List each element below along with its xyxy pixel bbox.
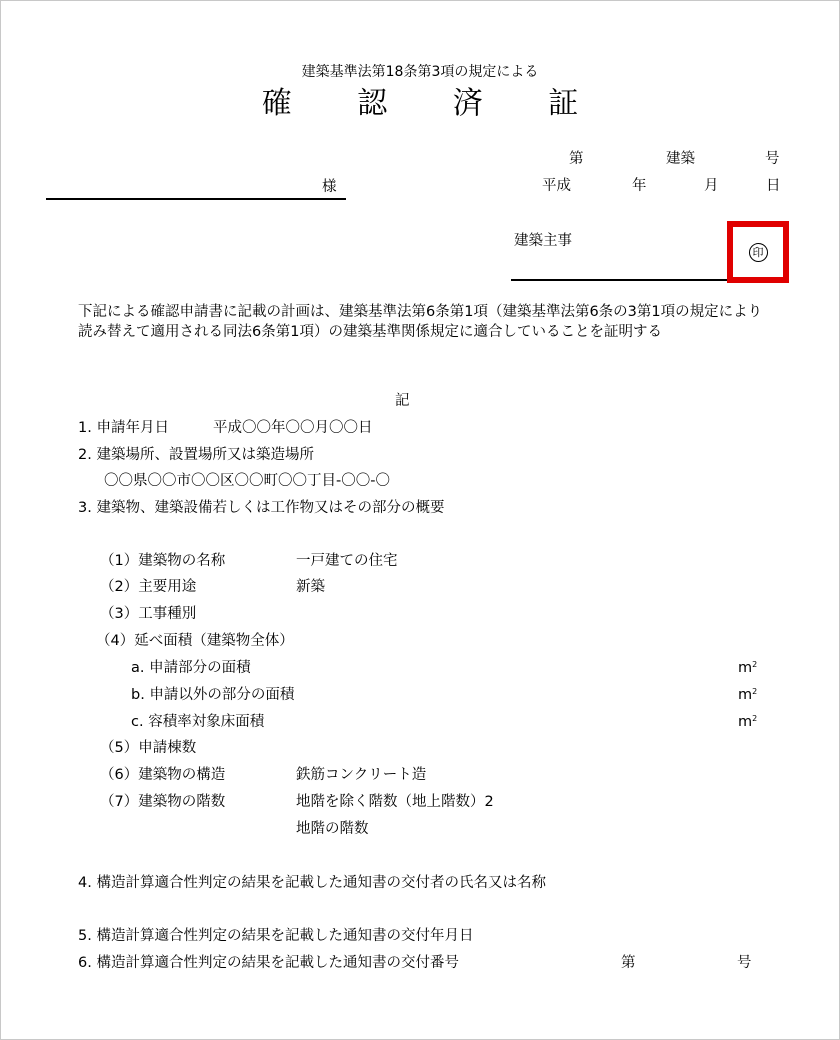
law-reference: 建築基準法第18条第3項の規定による <box>301 64 539 80</box>
date-day: 日 <box>766 178 781 194</box>
official-label: 建築主事 <box>514 233 572 249</box>
certification-statement: 下記による確認申請書に記載の計画は、建築基準法第6条第1項（建築基準法第6条の3第1項の規定により読み替えて適用される同法6条第1項）の建築基準関係規定に適合していることを証明する <box>78 304 763 340</box>
date-era: 平成 <box>542 178 571 194</box>
sub-4c-unit: $m^2$ <box>738 714 758 730</box>
item-6-label: 6. 構造計算適合性判定の結果を記載した通知書の交付番号 <box>78 955 459 971</box>
sub-4b-label: b. 申請以外の部分の面積 <box>131 687 295 703</box>
sub-4a-label: a. 申請部分の面積 <box>131 660 251 676</box>
item-6-go: 号 <box>737 955 752 971</box>
item-5-label: 5. 構造計算適合性判定の結果を記載した通知書の交付年月日 <box>78 928 474 944</box>
ki-heading: 記 <box>395 393 410 409</box>
sub-6-value: 鉄筋コンクリート造 <box>296 767 427 783</box>
date-year: 年 <box>632 178 647 194</box>
document-title: 確 認 済 証 <box>261 86 607 121</box>
sub-4c-label: c. 容積率対象床面積 <box>131 714 265 730</box>
sub-3-label: （3）工事種別 <box>100 606 197 622</box>
official-line <box>511 279 728 281</box>
item-1-value: 平成〇〇年〇〇月〇〇日 <box>213 420 373 436</box>
sub-2-label: （2）主要用途 <box>100 579 197 595</box>
sub-6-label: （6）建築物の構造 <box>100 767 226 783</box>
item-2-value: 〇〇県〇〇市〇〇区〇〇町〇〇丁目-〇〇-〇 <box>104 473 390 489</box>
number-dai: 第 <box>569 151 584 167</box>
sub-5-label: （5）申請棟数 <box>100 740 197 756</box>
sub-1-label: （1）建築物の名称 <box>100 553 226 569</box>
sub-4-label: （4）延べ面積（建築物全体） <box>96 633 294 649</box>
sub-4b-unit: $m^2$ <box>738 687 758 703</box>
seal-highlight-box <box>727 221 789 283</box>
sub-4a-unit: $m^2$ <box>738 660 758 676</box>
item-4-label: 4. 構造計算適合性判定の結果を記載した通知書の交付者の氏名又は名称 <box>78 875 546 891</box>
seal-mark: 印 <box>749 243 768 262</box>
item-6-dai: 第 <box>621 955 636 971</box>
sub-7-value-2: 地階の階数 <box>296 821 369 837</box>
item-1-label: 1. 申請年月日 <box>78 420 169 436</box>
addressee-line <box>46 198 346 200</box>
sub-7-value-1: 地階を除く階数（地上階数）2 <box>296 794 494 810</box>
number-go: 号 <box>765 151 780 167</box>
sub-1-value: 一戸建ての住宅 <box>296 553 398 569</box>
item-2-label: 2. 建築場所、設置場所又は築造場所 <box>78 447 314 463</box>
sub-7-label: （7）建築物の階数 <box>100 794 226 810</box>
number-kenchiku: 建築 <box>666 151 695 167</box>
item-3-label: 3. 建築物、建築設備若しくは工作物又はその部分の概要 <box>78 500 445 516</box>
sub-2-value: 新築 <box>296 579 325 595</box>
date-month: 月 <box>704 178 719 194</box>
addressee-suffix: 様 <box>322 179 337 195</box>
